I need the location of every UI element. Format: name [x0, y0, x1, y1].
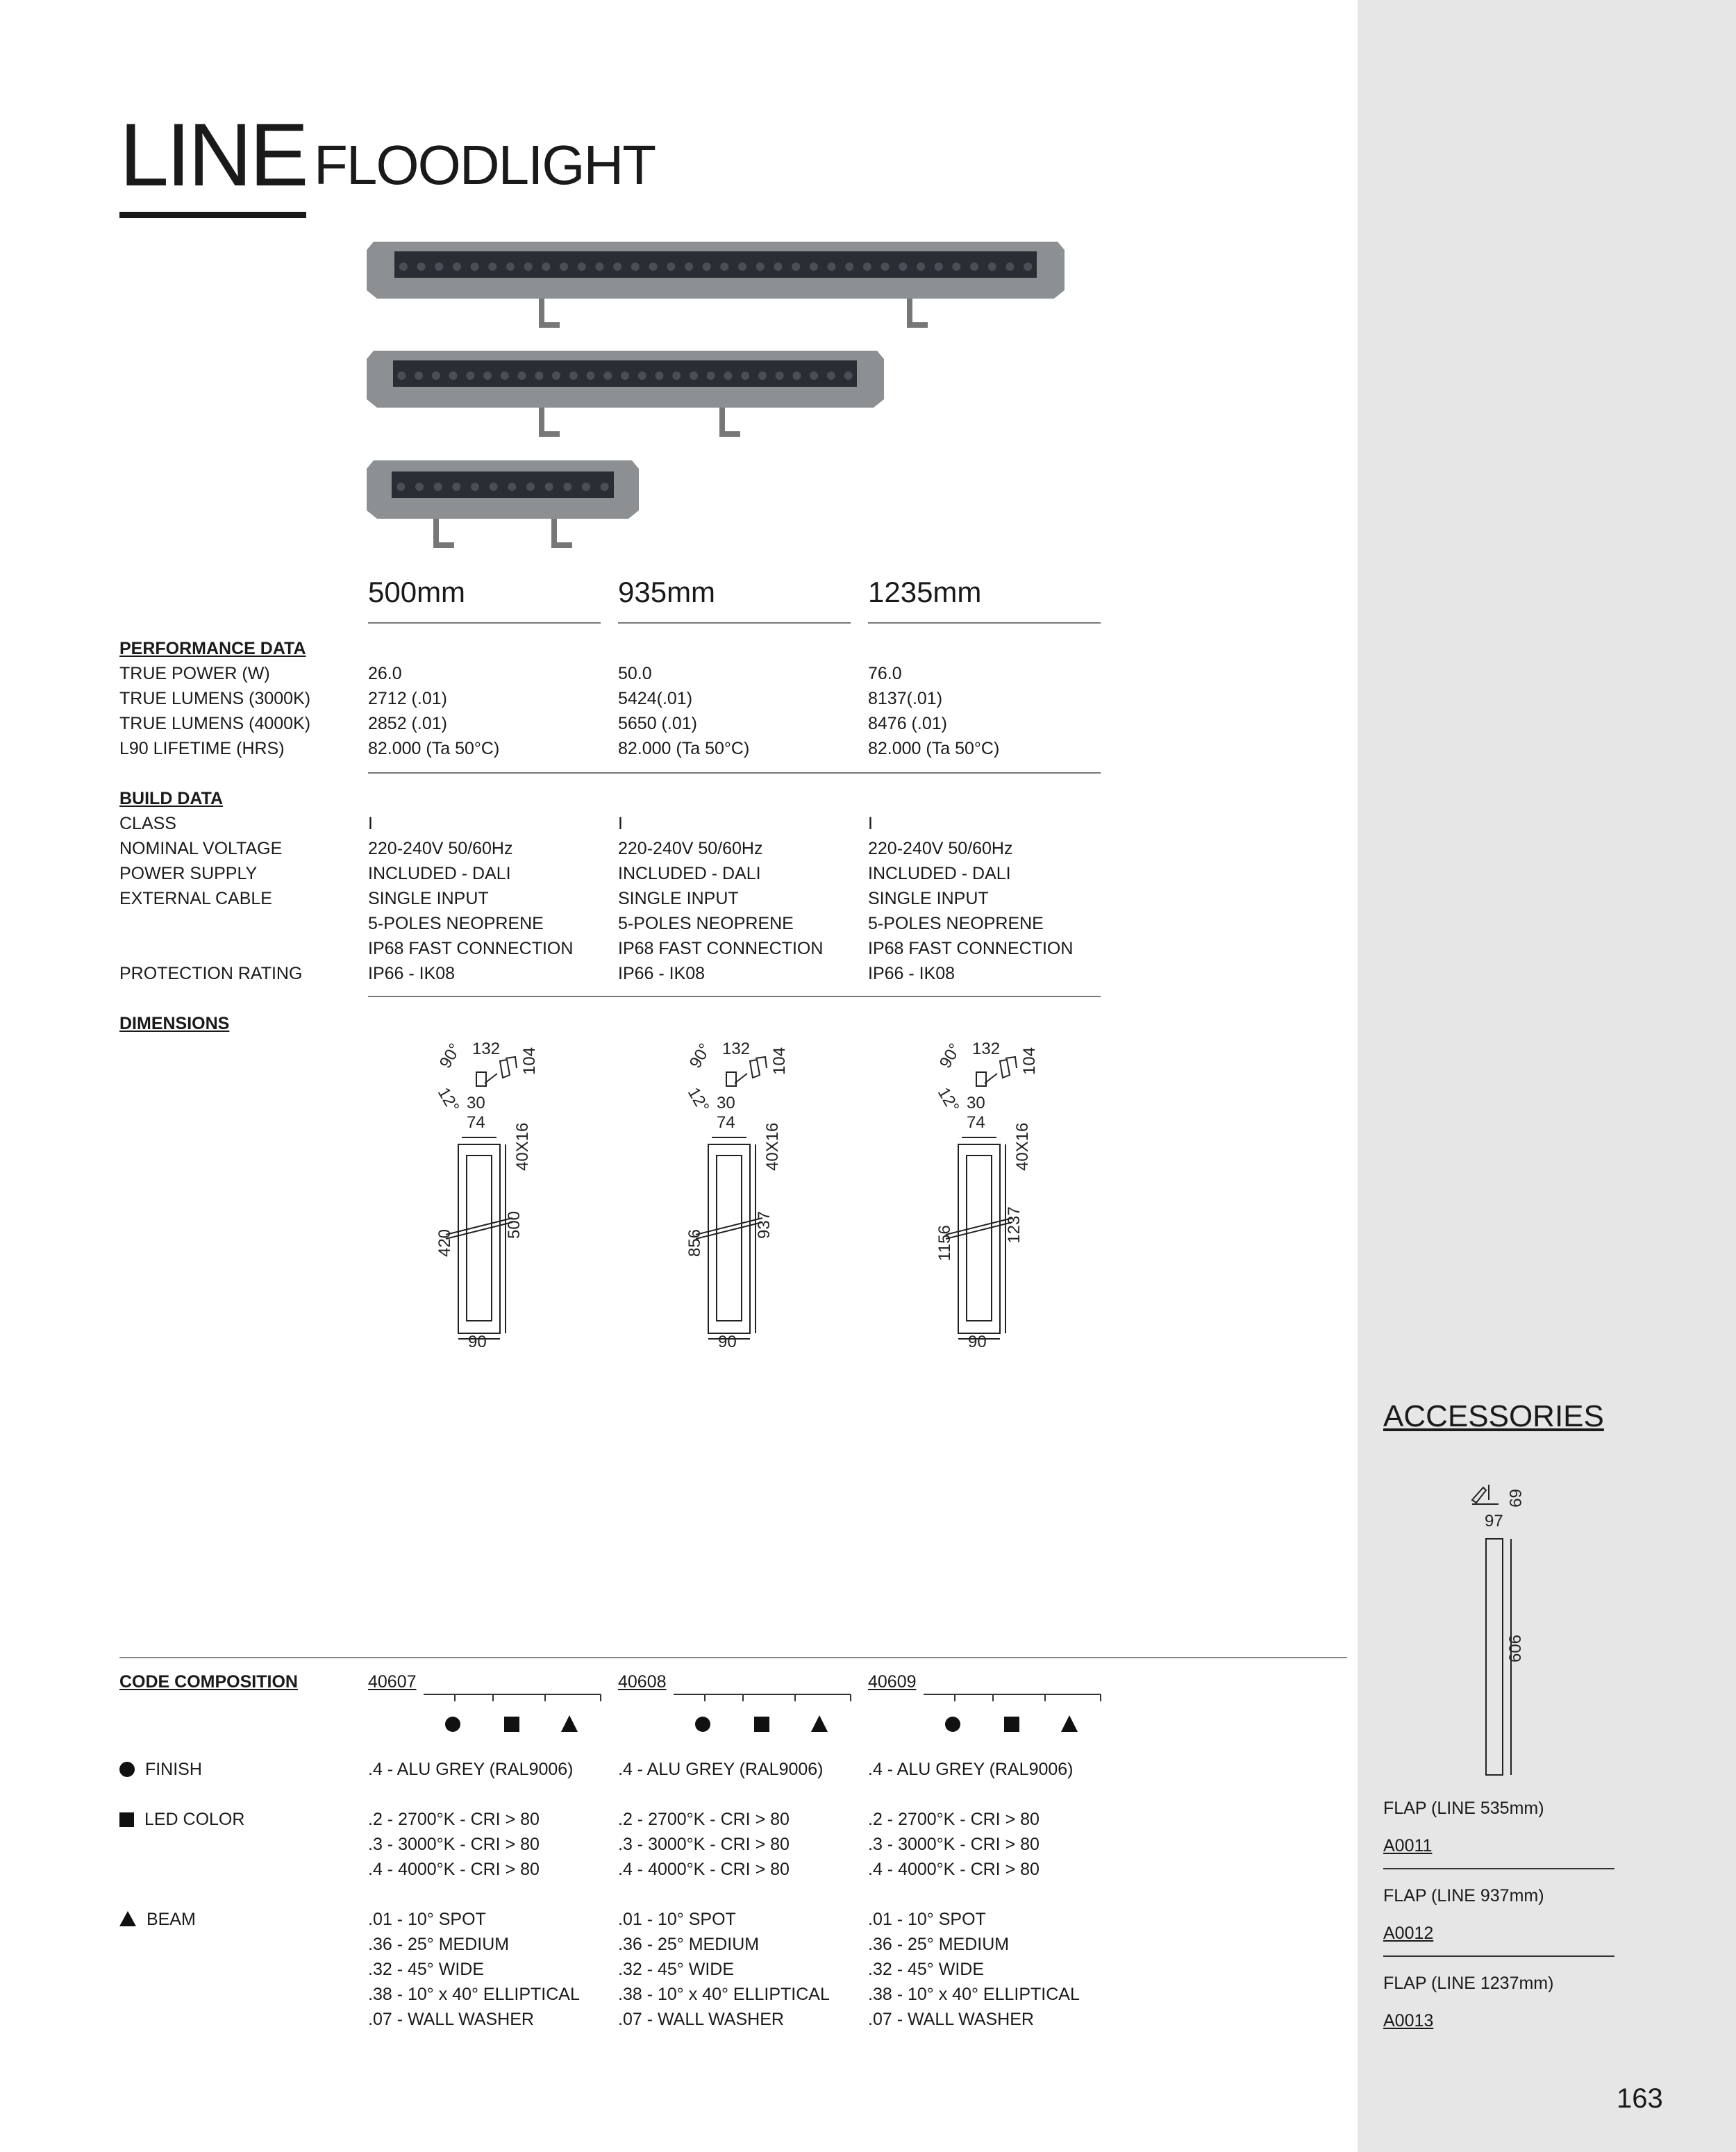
dim-side: 104 — [520, 1046, 539, 1075]
led-dot — [545, 483, 553, 491]
dim-angle-a: 90° — [435, 1040, 465, 1071]
led-dot — [1005, 262, 1014, 271]
finish-legend — [119, 1757, 202, 1782]
performance-labels: TRUE POWER (W) TRUE LUMENS (3000K) TRUE LUMENS (4000K) L90 LIFETIME (HRS) — [119, 664, 311, 758]
led-dot — [471, 483, 479, 491]
beam-options-1235mm: .01 - 10° SPOT .36 - 25° MEDIUM .32 - 45° WIDE .38 - 10° x 40° ELLIPTICAL .07 - WALL WASHER — [868, 1910, 1080, 2029]
led-color-legend — [119, 1807, 244, 1832]
code-structure-diagram — [368, 1692, 1104, 1733]
led-dot — [988, 262, 996, 271]
dimension-drawing-935mm — [674, 1033, 799, 1353]
led-dot — [776, 372, 784, 380]
led-dot — [415, 483, 424, 491]
dim-bracket: 30 — [717, 1094, 735, 1112]
performance-values-1235mm: 76.0 8137(.01) 8476 (.01) 82.000 (Ta 50°C) — [868, 664, 1000, 758]
dim-slot: 40X16 — [763, 1122, 782, 1171]
page-number: 163 — [1617, 2083, 1663, 2114]
finish-option-935mm: .4 - ALU GREY (RAL9006) — [618, 1760, 824, 1779]
circle-icon — [119, 1762, 135, 1777]
led-color-label: LED COLOR — [144, 1810, 245, 1829]
divider — [618, 622, 851, 624]
led-dot — [587, 372, 595, 380]
led-dot — [560, 262, 568, 271]
dim-angle-a: 90° — [685, 1040, 715, 1071]
led-dot — [452, 483, 460, 491]
build-labels: CLASS NOMINAL VOLTAGE POWER SUPPLY EXTERNAL CABLE PROTECTION RATING — [119, 814, 303, 983]
build-values-1235mm: I 220-240V 50/60Hz INCLUDED - DALI SINGLE INPUT 5-POLES NEOPRENE IP68 FAST CONNECTION IP66 - IK08 — [868, 814, 1074, 983]
led-dot — [601, 483, 609, 491]
dim-slot: 40X16 — [1013, 1122, 1032, 1171]
accessories-title: ACCESSORIES — [1383, 1399, 1604, 1433]
finish-option-1235mm: .4 - ALU GREY (RAL9006) — [868, 1760, 1074, 1779]
led-dot — [690, 372, 698, 380]
flap-drawing — [1458, 1479, 1542, 1785]
led-dot — [542, 262, 550, 271]
dim-top: 132 — [972, 1040, 1001, 1058]
led-dot — [449, 372, 458, 380]
led-dot — [738, 262, 746, 271]
led-dot — [613, 262, 621, 271]
led-dot — [466, 372, 474, 380]
led-dot — [672, 372, 681, 380]
led-dot — [582, 483, 590, 491]
led-dot — [524, 262, 533, 271]
build-values-500mm: I 220-240V 50/60Hz INCLUDED - DALI SINGLE INPUT 5-POLES NEOPRENE IP68 FAST CONNECTION IP66 - IK08 — [368, 814, 574, 983]
accessory-label: FLAP (LINE 1237mm) — [1383, 1974, 1554, 1993]
beam-label: BEAM — [146, 1910, 196, 1929]
dimension-drawing-500mm — [424, 1033, 549, 1353]
led-dot — [724, 372, 732, 380]
led-dot — [649, 262, 658, 271]
led-dot — [810, 262, 818, 271]
title-line: LINE — [119, 106, 306, 205]
dim-base: 90 — [718, 1333, 737, 1351]
performance-values-935mm: 50.0 5424(.01) 5650 (.01) 82.000 (Ta 50°C) — [618, 664, 750, 758]
led-dot — [935, 262, 943, 271]
dim-top: 132 — [722, 1040, 751, 1058]
led-dot — [758, 372, 767, 380]
led-dot — [828, 262, 836, 271]
dim-inner: 420 — [435, 1228, 454, 1258]
led-options-500mm: .2 - 2700°K - CRI > 80 .3 - 3000°K - CRI > 80 .4 - 4000°K - CRI > 80 — [368, 1810, 540, 1879]
led-dot — [501, 372, 509, 380]
led-dot — [417, 262, 426, 271]
led-dot — [518, 372, 526, 380]
product-image-935mm — [367, 351, 884, 441]
led-dot — [432, 372, 440, 380]
led-dot — [667, 262, 675, 271]
led-options-935mm: .2 - 2700°K - CRI > 80 .3 - 3000°K - CRI > 80 .4 - 4000°K - CRI > 80 — [618, 1810, 790, 1879]
led-dot — [435, 262, 443, 271]
led-dot — [756, 262, 765, 271]
dim-top: 132 — [472, 1040, 501, 1058]
accessory-label: FLAP (LINE 535mm) — [1383, 1799, 1544, 1818]
led-dot — [720, 262, 728, 271]
led-dot — [707, 372, 715, 380]
led-dot — [881, 262, 890, 271]
dim-angle-b: 12° — [683, 1084, 713, 1116]
dim-base: 90 — [968, 1333, 987, 1351]
led-dot — [552, 372, 560, 380]
build-heading: BUILD DATA — [119, 789, 224, 808]
column-heading: 500mm — [368, 576, 466, 608]
product-image-500mm — [367, 460, 639, 554]
title-floodlight: FLOODLIGHT — [314, 134, 656, 196]
dim-outer: 1237 — [1005, 1206, 1024, 1244]
led-dot — [399, 262, 408, 271]
led-dot — [685, 262, 693, 271]
divider — [1383, 1955, 1614, 1957]
flap-dim-a: 69 — [1505, 1489, 1524, 1508]
beam-options-935mm: .01 - 10° SPOT .36 - 25° MEDIUM .32 - 45° WIDE .38 - 10° x 40° ELLIPTICAL .07 - WALL WASHER — [618, 1910, 830, 2029]
led-dot — [810, 372, 818, 380]
led-dot — [970, 262, 978, 271]
led-dot — [792, 262, 800, 271]
finish-label: FINISH — [144, 1760, 202, 1779]
led-dot — [490, 483, 498, 491]
led-dot — [397, 483, 405, 491]
divider — [119, 1657, 1347, 1658]
divider — [1383, 1868, 1614, 1869]
code-composition-heading: CODE COMPOSITION — [119, 1672, 298, 1692]
led-dot — [397, 372, 406, 380]
flap-dim-b: 97 — [1485, 1512, 1503, 1530]
code-number-935mm: 40608 — [618, 1672, 667, 1692]
beam-options-500mm: .01 - 10° SPOT .36 - 25° MEDIUM .32 - 45° WIDE .38 - 10° x 40° ELLIPTICAL .07 - WALL WASHER — [368, 1910, 580, 2029]
led-dot — [526, 483, 535, 491]
flap-dim-c: 606 — [1506, 1634, 1525, 1663]
dim-side: 104 — [1020, 1046, 1039, 1075]
triangle-icon — [119, 1911, 136, 1926]
divider — [368, 996, 1101, 997]
accessory-label: FLAP (LINE 937mm) — [1383, 1886, 1544, 1905]
product-image-1235mm — [367, 242, 1065, 332]
led-dot — [434, 483, 442, 491]
dim-bracket: 30 — [467, 1094, 485, 1112]
dim-inner: 856 — [685, 1228, 704, 1258]
led-dot — [621, 372, 629, 380]
led-dot — [535, 372, 543, 380]
led-dot — [483, 372, 492, 380]
led-dot — [952, 262, 960, 271]
accessory-code: A0011 — [1383, 1836, 1433, 1855]
dim-side: 104 — [770, 1046, 789, 1075]
led-dot — [569, 372, 578, 380]
dimensions-heading: DIMENSIONS — [119, 1014, 230, 1033]
led-dot — [453, 262, 461, 271]
dim-angle-b: 12° — [433, 1084, 463, 1116]
dim-width: 74 — [467, 1113, 485, 1132]
dim-width: 74 — [717, 1113, 735, 1132]
led-dot — [917, 262, 925, 271]
code-number-1235mm: 40609 — [868, 1672, 917, 1692]
led-dot — [844, 372, 853, 380]
code-number-500mm: 40607 — [368, 1672, 417, 1692]
divider — [868, 622, 1101, 624]
led-dot — [631, 262, 640, 271]
dim-angle-b: 12° — [933, 1084, 963, 1116]
led-dot — [415, 372, 423, 380]
column-heading: 1235mm — [868, 576, 982, 608]
accessory-code: A0013 — [1383, 2011, 1434, 2030]
led-options-1235mm: .2 - 2700°K - CRI > 80 .3 - 3000°K - CRI > 80 .4 - 4000°K - CRI > 80 — [868, 1810, 1040, 1879]
dim-base: 90 — [468, 1333, 487, 1351]
performance-heading: PERFORMANCE DATA — [119, 639, 306, 658]
led-dot — [1024, 262, 1032, 271]
dim-outer: 937 — [755, 1210, 774, 1240]
build-values-935mm: I 220-240V 50/60Hz INCLUDED - DALI SINGLE INPUT 5-POLES NEOPRENE IP68 FAST CONNECTION IP66 - IK08 — [618, 814, 824, 983]
dim-outer: 500 — [505, 1210, 524, 1240]
led-dot — [578, 262, 586, 271]
performance-values-500mm: 26.0 2712 (.01) 2852 (.01) 82.000 (Ta 50°C) — [368, 664, 500, 758]
accessories-sidebar — [1358, 0, 1736, 2152]
led-dot — [741, 372, 749, 380]
square-icon — [119, 1812, 134, 1827]
dim-slot: 40X16 — [513, 1122, 532, 1171]
led-dot — [638, 372, 646, 380]
dimension-drawing-1235mm — [924, 1033, 1049, 1353]
led-dot — [827, 372, 835, 380]
led-dot — [506, 262, 515, 271]
led-dot — [563, 483, 571, 491]
led-dot — [863, 262, 871, 271]
led-dot — [508, 483, 516, 491]
dim-inner: 1156 — [935, 1225, 954, 1261]
led-dot — [471, 262, 479, 271]
led-dot — [845, 262, 853, 271]
divider — [368, 622, 601, 624]
accessory-code: A0012 — [1383, 1924, 1434, 1943]
led-dot — [655, 372, 663, 380]
dim-angle-a: 90° — [935, 1040, 965, 1071]
led-dot — [703, 262, 711, 271]
finish-option-500mm: .4 - ALU GREY (RAL9006) — [368, 1760, 574, 1779]
led-dot — [595, 262, 603, 271]
divider — [368, 772, 1101, 774]
led-dot — [774, 262, 782, 271]
led-dot — [488, 262, 496, 271]
column-heading: 935mm — [618, 576, 716, 608]
led-dot — [603, 372, 612, 380]
led-dot — [899, 262, 907, 271]
led-dot — [792, 372, 801, 380]
beam-legend — [119, 1907, 196, 1932]
dim-bracket: 30 — [967, 1094, 985, 1112]
dim-width: 74 — [967, 1113, 985, 1132]
